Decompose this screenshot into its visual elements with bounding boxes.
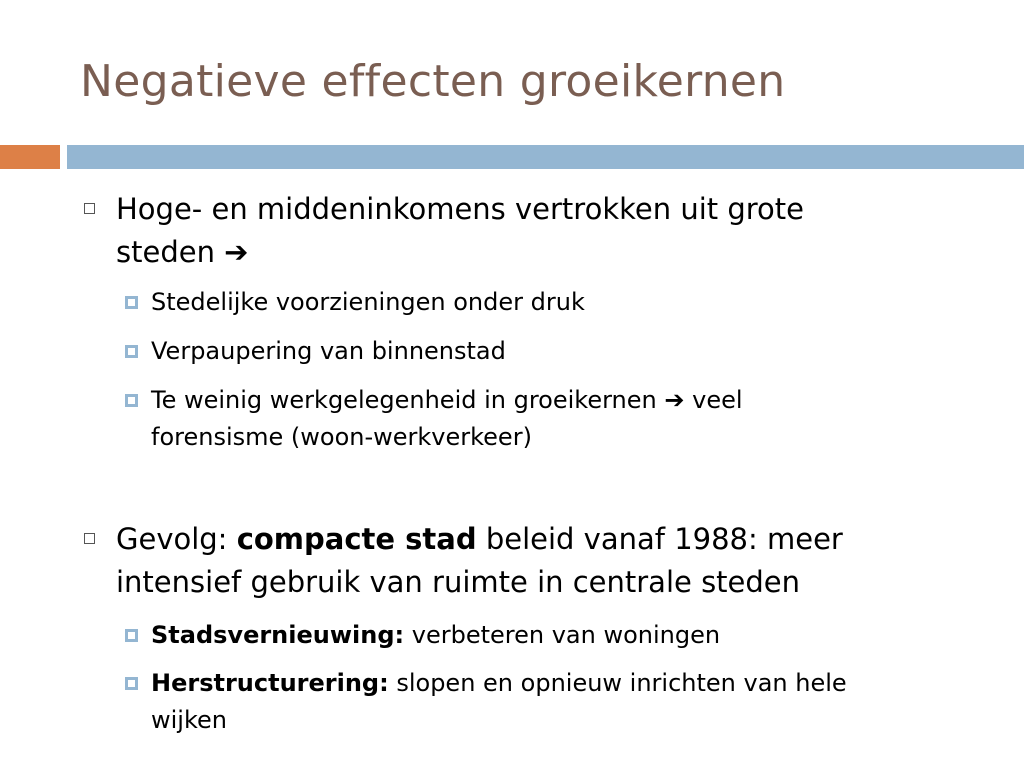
sub-bullet-icon (125, 629, 138, 642)
sub-bullet-icon (125, 394, 138, 407)
bullet-text: beleid vanaf 1988: meer (485, 522, 843, 556)
sub-bullet-item (151, 382, 971, 456)
sub-bullet-text: verbeteren van woningen (411, 621, 721, 649)
sub-bullet-bold-text: Herstructurering: (151, 669, 389, 697)
sub-bullet-icon (125, 296, 138, 309)
sub-bullet-text: wijken (151, 706, 227, 734)
sub-bullet-item (151, 284, 971, 321)
bullet-text: Hoge- en middeninkomens vertrokken uit grote (116, 192, 804, 226)
slide-title: Negatieve effecten groeikernen (80, 56, 786, 107)
bullet-bold-text: compacte stad (236, 522, 477, 556)
right-arrow-icon: ➔ (664, 386, 685, 414)
sub-bullet-item (151, 617, 971, 654)
bullet-square-icon (84, 533, 95, 544)
sub-bullet-text: Stedelijke voorzieningen onder druk (151, 288, 585, 316)
sub-bullet-text: veel (692, 386, 743, 414)
sub-bullet-text: Te weinig werkgelegenheid in groeikernen (151, 386, 657, 414)
sub-bullet-text: forensisme (woon-werkverkeer) (151, 423, 532, 451)
sub-bullet-text: slopen en opnieuw inrichten van hele (396, 669, 847, 697)
right-arrow-icon: ➔ (224, 235, 249, 269)
sub-bullet-bold-text: Stadsvernieuwing: (151, 621, 405, 649)
bullet-square-icon (84, 203, 95, 214)
bullet-text: Gevolg: (116, 522, 228, 556)
sub-bullet-item (151, 665, 971, 739)
bullet-text: intensief gebruik van ruimte in centrale steden (116, 565, 801, 599)
bullet-item (116, 518, 996, 604)
bullet-text: steden (116, 235, 215, 269)
sub-bullet-item (151, 333, 971, 370)
sub-bullet-icon (125, 345, 138, 358)
sub-bullet-icon (125, 677, 138, 690)
bullet-item (116, 188, 996, 274)
sub-bullet-text: Verpaupering van binnenstad (151, 337, 506, 365)
